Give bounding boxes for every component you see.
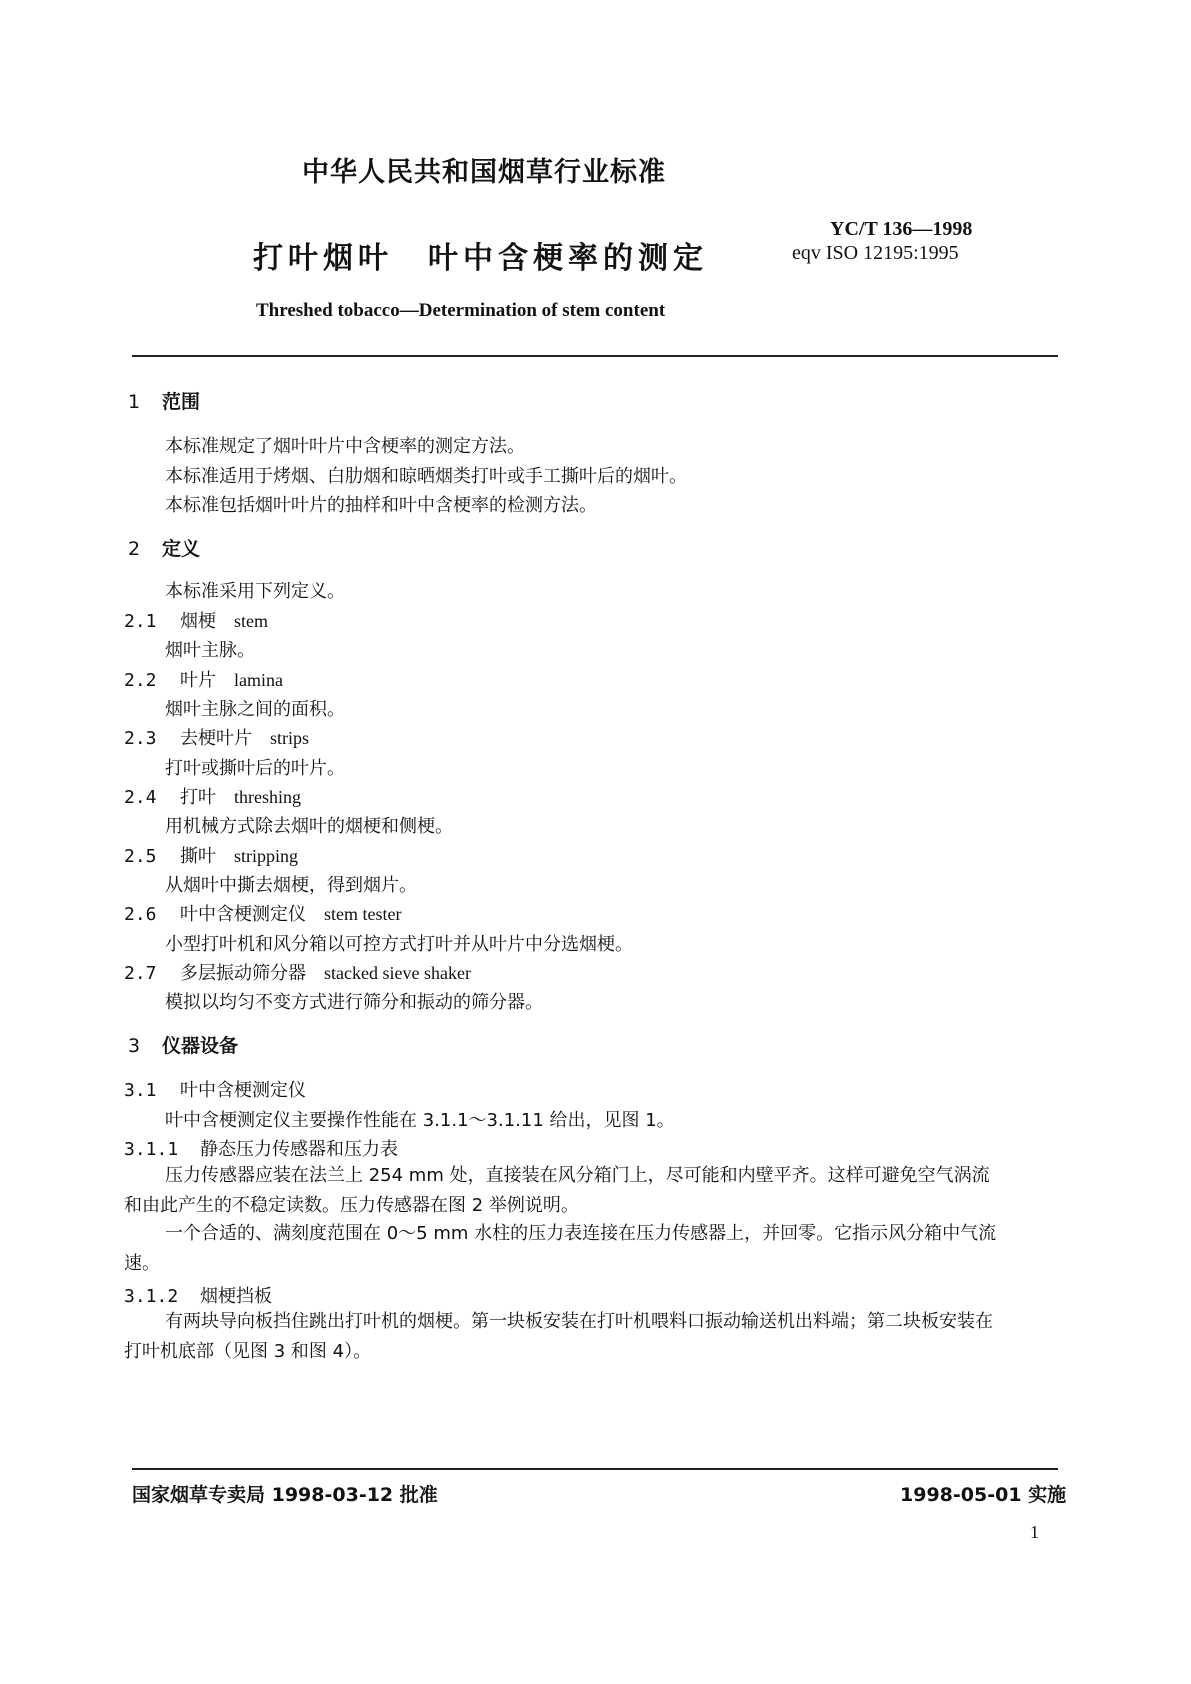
definition-term: 多层振动筛分器	[180, 963, 306, 984]
definition-number: 2.2	[124, 670, 157, 691]
subsection-3-1-2-heading	[124, 1282, 272, 1308]
definition-term: 去梗叶片	[180, 728, 252, 749]
subsection-number: 3.1.2	[124, 1286, 179, 1307]
subsection-3-1-1-heading	[124, 1135, 398, 1161]
footer-divider	[132, 1468, 1058, 1470]
section-1-paragraph: 本标准包括烟叶叶片的抽样和叶中含梗率的检测方法。	[165, 495, 597, 516]
iso-equivalence: eqv ISO 12195:1995	[792, 242, 959, 264]
definition-number: 2.7	[124, 963, 157, 984]
subsection-title: 烟梗挡板	[200, 1286, 272, 1307]
subsection-title: 叶中含梗测定仪	[180, 1080, 306, 1101]
effective-date: 1998-05-01 实施	[900, 1484, 1067, 1506]
definition-description: 烟叶主脉之间的面积。	[165, 699, 345, 720]
subsection-3-1-2-paragraph: 有两块导向板挡住跳出打叶机的烟梗。第一块板安装在打叶机喂料口振动输送机出料端；第二块板安装在打叶机底部（见图 3 和图 4）。	[124, 1311, 993, 1362]
definition-term: 叶中含梗测定仪	[180, 904, 306, 925]
definition-term-english: stripping	[234, 846, 299, 866]
standard-code-text: YC/T 136—1998	[830, 218, 973, 240]
definition-number: 2.6	[124, 904, 157, 925]
definition-number: 2.4	[124, 787, 157, 808]
subsection-number: 3.1	[124, 1080, 157, 1101]
subsection-3-1-1-paragraph: 压力传感器应装在法兰上 254 mm 处，直接装在风分箱门上，尽可能和内壁平齐。这样可避免空气涡流和由此产生的不稳定读数。压力传感器在图 2 举例说明。	[124, 1165, 990, 1216]
definition-description: 小型打叶机和风分箱以可控方式打叶并从叶片中分选烟梗。	[165, 934, 633, 955]
definition-number: 2.1	[124, 611, 157, 632]
definition-term-row	[124, 900, 401, 926]
section-1-heading	[128, 387, 200, 414]
definition-term-row	[124, 607, 268, 633]
definition-term: 烟梗	[180, 611, 216, 632]
definition-term-row	[124, 959, 471, 985]
definition-description: 打叶或撕叶后的叶片。	[165, 758, 345, 779]
definition-term-english: stem tester	[324, 904, 402, 924]
document-title-chinese: 打叶烟叶 叶中含梗率的测定	[253, 241, 708, 276]
definition-term-english: threshing	[234, 787, 301, 807]
section-1-paragraph: 本标准适用于烤烟、白肋烟和晾晒烟类打叶或手工撕叶后的烟叶。	[165, 466, 687, 487]
section-1-paragraph: 本标准规定了烟叶叶片中含梗率的测定方法。	[165, 436, 525, 457]
section-number: 2	[128, 538, 141, 560]
definition-term: 叶片	[180, 670, 216, 691]
subsection-title: 静态压力传感器和压力表	[200, 1139, 398, 1160]
definition-term-english: strips	[270, 728, 310, 748]
definition-term: 撕叶	[180, 846, 216, 867]
subsection-3-1-text: 叶中含梗测定仪主要操作性能在 3.1.1～3.1.11 给出，见图 1。	[165, 1110, 675, 1131]
section-number: 1	[128, 391, 141, 413]
section-title: 范围	[162, 391, 201, 413]
definition-description: 模拟以均匀不变方式进行筛分和振动的筛分器。	[165, 992, 543, 1013]
document-title-english: Threshed tobacco—Determination of stem content	[256, 300, 666, 321]
definition-term-row	[124, 783, 301, 809]
definition-number: 2.5	[124, 846, 157, 867]
section-number: 3	[128, 1035, 141, 1057]
subsection-3-1-heading	[124, 1076, 306, 1102]
section-3-heading	[128, 1031, 238, 1058]
definition-term-row	[124, 724, 309, 750]
section-2-heading	[128, 534, 200, 561]
definition-term-row	[124, 666, 283, 692]
subsection-number: 3.1.1	[124, 1139, 179, 1160]
definition-description: 烟叶主脉。	[165, 640, 255, 661]
issuing-organization: 中华人民共和国烟草行业标准	[302, 157, 666, 188]
definition-term-english: stacked sieve shaker	[324, 963, 471, 983]
section-2-intro: 本标准采用下列定义。	[165, 581, 345, 602]
header-divider	[132, 355, 1058, 357]
definition-term-english: lamina	[234, 670, 283, 690]
standard-code	[830, 218, 972, 241]
definition-description: 从烟叶中撕去烟梗，得到烟片。	[165, 875, 417, 896]
section-title: 仪器设备	[162, 1035, 239, 1057]
definition-number: 2.3	[124, 728, 157, 749]
subsection-3-1-1-paragraph: 一个合适的、满刻度范围在 0～5 mm 水柱的压力表连接在压力传感器上，并回零。它指示风分箱中气流速。	[124, 1223, 997, 1274]
approval-statement: 国家烟草专卖局 1998-03-12 批准	[132, 1484, 438, 1506]
page-number: 1	[1030, 1522, 1039, 1542]
definition-term: 打叶	[180, 787, 216, 808]
definition-description: 用机械方式除去烟叶的烟梗和侧梗。	[165, 816, 453, 837]
section-title: 定义	[162, 538, 201, 560]
definition-term-row	[124, 842, 298, 868]
definition-term-english: stem	[234, 611, 268, 631]
